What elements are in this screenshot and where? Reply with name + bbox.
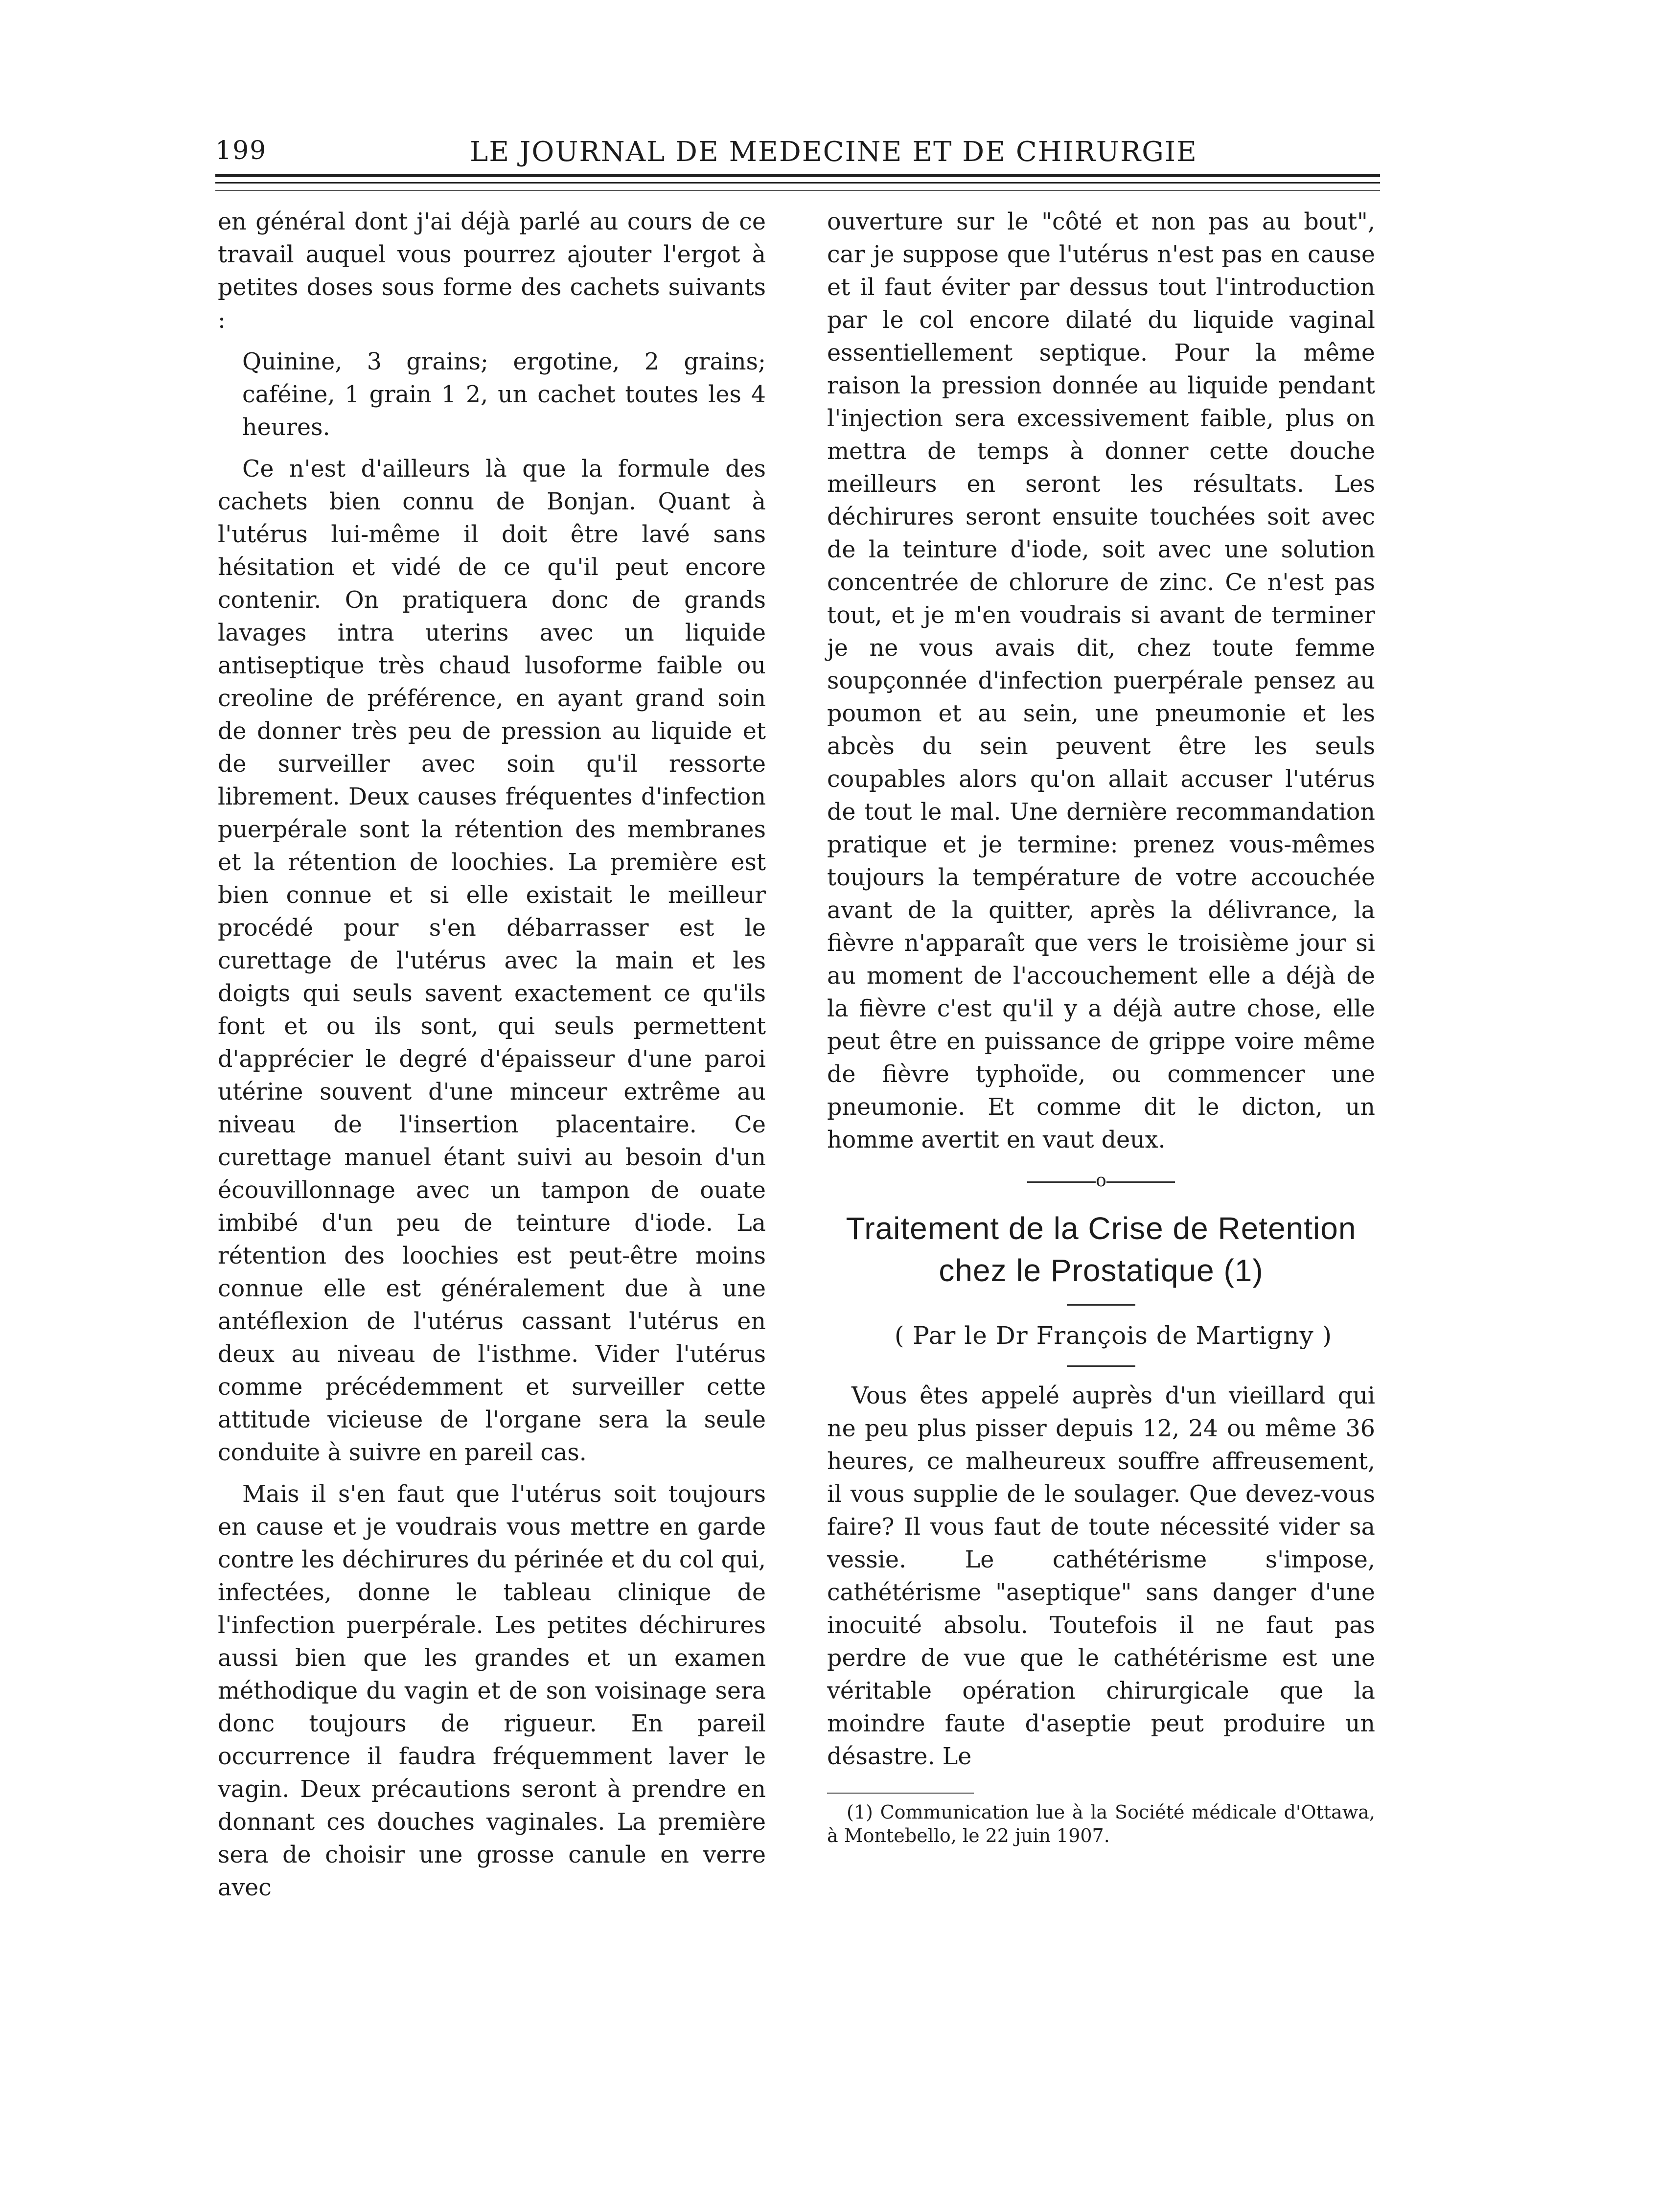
page-header	[215, 136, 1380, 175]
byline-rule	[1067, 1365, 1135, 1367]
paragraph: en général dont j'ai déjà parlé au cours de ce travail auquel vous pourrez ajouter l'ergot à petites doses sous forme des cachets suivants :	[218, 208, 766, 334]
right-column	[827, 206, 1375, 1847]
paragraph: Mais il s'en faut que l'utérus soit toujours en cause et je voudrais vous mettre en garde contre les déchirures du périnée et du col qui, infectées, donne le tableau clinique de l'infection puerpérale. Les petites déchirures aussi bien que les grandes et un examen méthodique du vagin et de son voisinage sera donc toujours de rigueur. En pareil occurrence il faudra fréquemment laver le vagin. Deux précautions seront à prendre en donnant ces douches vaginales. La première sera de choisir une grosse canule en verre avec	[218, 1481, 766, 1901]
header-rule	[215, 174, 1380, 177]
title-rule	[1067, 1304, 1135, 1306]
footnote-rule	[827, 1793, 974, 1794]
paragraph: Ce n'est d'ailleurs là que la formule des cachets bien connu de Bonjan. Quant à l'utérus lui-même il doit être lavé sans hésitation et vidé de ce qu'il peut encore contenir. On pratiquera donc de grands lavages intra uterins avec un liquide antiseptique très chaud lusoforme faible ou creoline de préférence, en ayant grand soin de donner très peu de pression au liquide et de surveiller avec soin qu'il ressorte librement. Deux causes fréquentes d'infection puerpérale sont la rétention des membranes et la rétention de loochies. La première est bien connue et si elle existait le meilleur procédé pour s'en débarrasser est le curettage de l'utérus avec la main et les doigts qui seuls savent exactement ce qu'ils font et ou ils sont, qui seuls permettent d'apprécier le degré d'épaisseur d'une paroi utérine souvent d'une minceur extrême au niveau de l'insertion placentaire. Ce curettage manuel étant suivi au besoin d'un écouvillonnage avec un tampon de ouate imbibé d'un peu de teinture d'iode. La rétention des loochies est peut-être moins connue elle est généralement due à une antéflexion de l'utérus cassant l'utérus en deux au niveau de l'isthme. Vider l'utérus comme précédemment et surveiller cette attitude vicieuse de l'organe sera la seule conduite à suivre en pareil cas.	[218, 456, 766, 1466]
header-rule	[215, 190, 1380, 191]
footnote-text: (1) Communication lue à la Société médicale d'Ottawa, à Montebello, le 22 juin 1907.	[827, 1801, 1375, 1846]
left-column	[218, 206, 766, 1913]
article-title: Traitement de la Crise de Retention chez le Prostatique (1)	[846, 1211, 1357, 1288]
separator-mark: o	[1096, 1171, 1106, 1191]
page-number: 199	[215, 136, 267, 165]
footnote	[827, 1793, 1375, 1847]
prescription-paragraph: Quinine, 3 grains; ergotine, 2 grains; caféine, 1 grain 1 2, un cachet toutes les 4 heures.	[242, 348, 766, 441]
running-title: LE JOURNAL DE MEDECINE ET DE CHIRURGIE	[470, 136, 1197, 168]
section-separator	[827, 1171, 1375, 1191]
byline: ( Par le Dr François de Martigny )	[894, 1321, 1333, 1350]
paragraph: Vous êtes appelé auprès d'un vieillard qui ne peu plus pisser depuis 12, 24 ou même 36 heures, ce malheureux souffre affreusement, il vous supplie de le soulager. Que devez-vous faire? Il vous faut de toute nécessité vider sa vessie. Le cathétérisme s'impose, cathétérisme "aseptique" sans danger d'une inocuité absolu. Toutefois il ne faut pas perdre de vue que le cathétérisme est une véritable opération chirurgicale que la moindre faute d'aseptie peut produire un désastre. Le	[827, 1383, 1375, 1770]
header-rule	[215, 182, 1380, 184]
paragraph: ouverture sur le "côté et non pas au bout", car je suppose que l'utérus n'est pas en cause et il faut éviter par dessus tout l'introduction par le col encore dilaté du liquide vaginal essentiellement septique. Pour la même raison la pression donnée au liquide pendant l'injection sera excessivement faible, plus on mettra de temps à donner cette douche meilleurs en seront les résultats. Les déchirures seront ensuite touchées soit avec de la teinture d'iode, soit avec une solution concentrée de chlorure de zinc. Ce n'est pas tout, et je m'en voudrais si avant de terminer je ne vous avais dit, chez toute femme soupçonnée d'infection puerpérale pensez au poumon et au sein, une pneumonie et les abcès du sein peuvent être les seuls coupables alors qu'on allait accuser l'utérus de tout le mal. Une dernière recommandation pratique et je termine: prenez vous-mêmes toujours la température de votre accouchée avant de la quitter, après la délivrance, la fièvre n'apparaît que vers le troisième jour si au moment de l'accouchement elle a déjà de la fièvre c'est qu'il y a déjà autre chose, elle peut être en puissance de grippe voire même de fièvre typhoïde, ou commencer une pneumonie. Et comme dit le dicton, un homme avertit en vaut deux.	[827, 208, 1375, 1153]
